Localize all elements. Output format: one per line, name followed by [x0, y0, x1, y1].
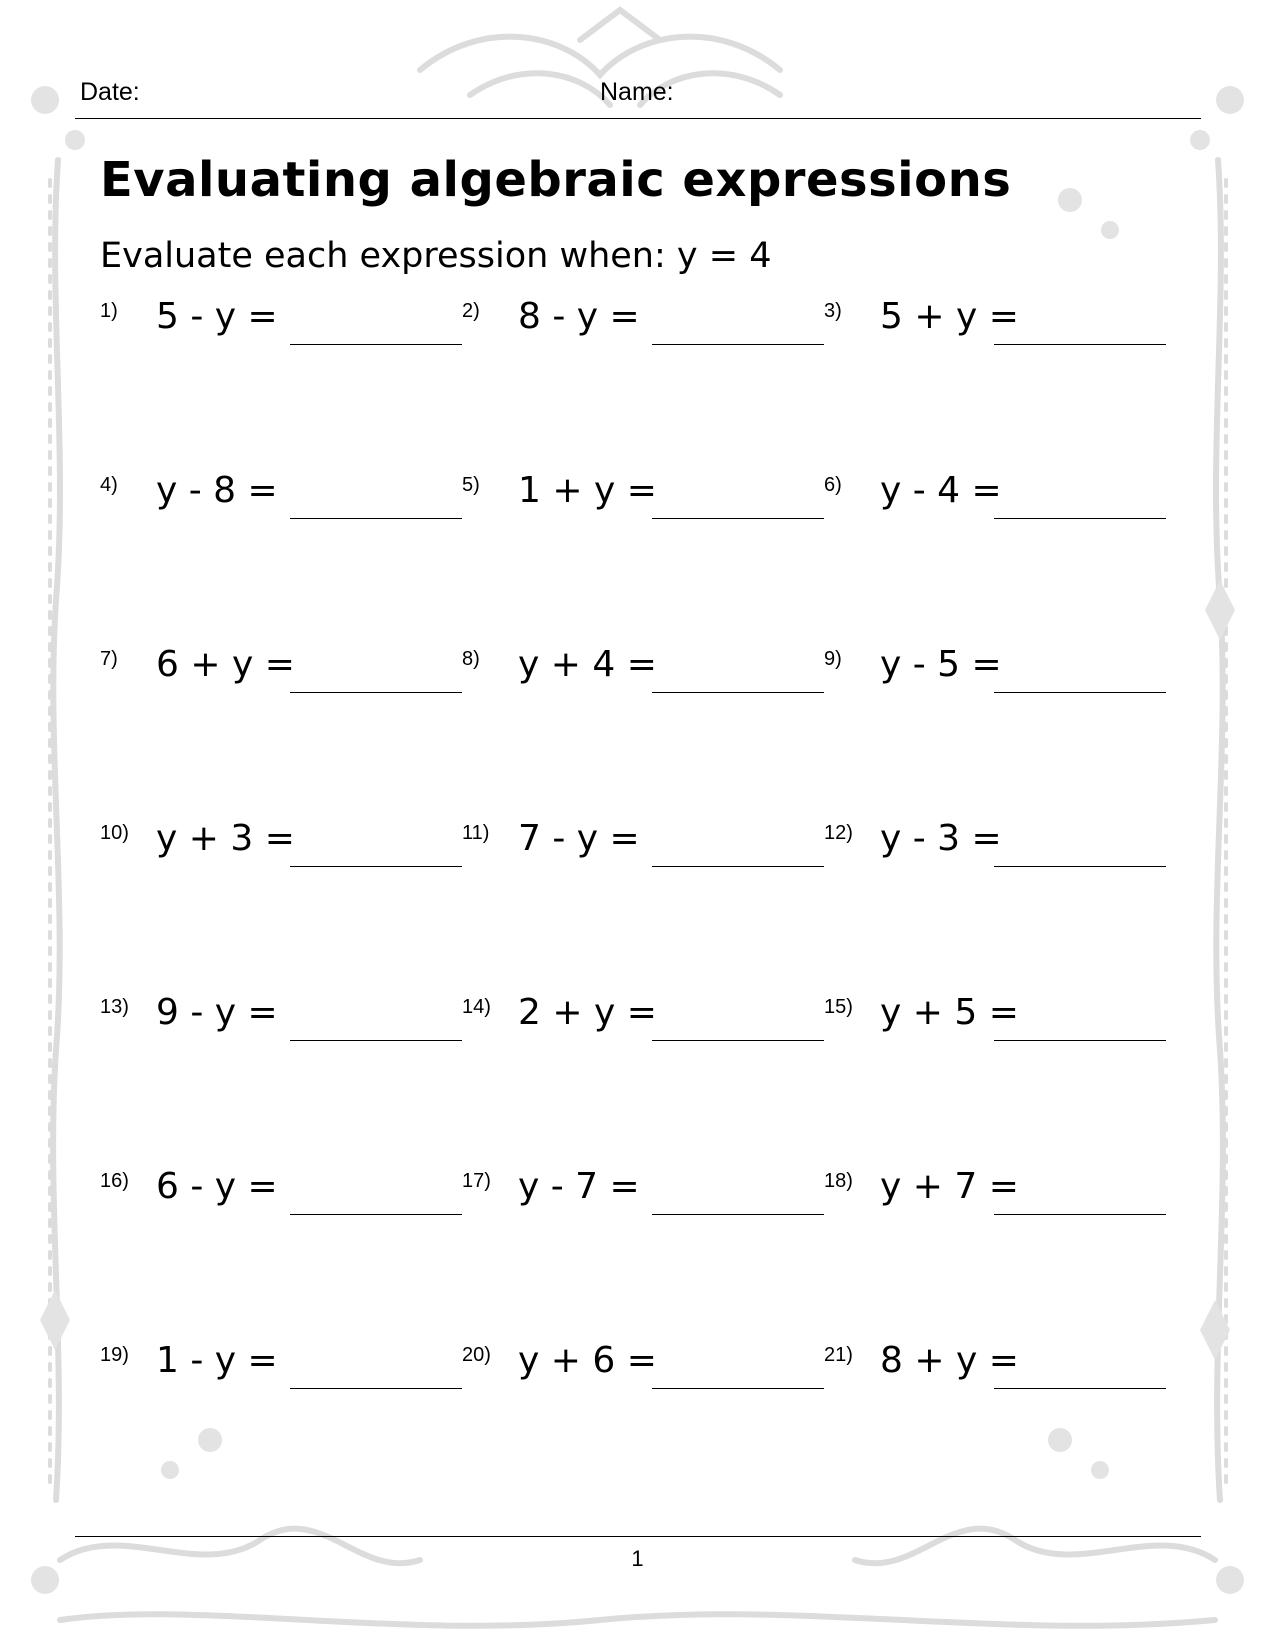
name-label: Name: [600, 78, 674, 106]
answer-blank[interactable] [994, 1388, 1166, 1389]
problem-number: 17) [462, 1170, 491, 1192]
problem-expression: 1 + y = [518, 470, 657, 511]
answer-blank[interactable] [290, 866, 462, 867]
problem-number: 16) [100, 1170, 129, 1192]
answer-blank[interactable] [290, 344, 462, 345]
problem-item [824, 296, 1166, 470]
answer-blank[interactable] [652, 1214, 824, 1215]
problem-item [100, 296, 462, 470]
problem-expression: 7 - y = [518, 818, 640, 859]
problem-number: 12) [824, 822, 853, 844]
problem-item [824, 644, 1166, 818]
answer-blank[interactable] [290, 1388, 462, 1389]
problem-expression: 2 + y = [518, 992, 657, 1033]
answer-blank[interactable] [652, 692, 824, 693]
problem-number: 11) [462, 822, 490, 844]
problem-expression: y + 5 = [880, 992, 1019, 1033]
problem-expression: 8 + y = [880, 1340, 1019, 1381]
problem-expression: 5 + y = [880, 296, 1019, 337]
problem-item [824, 1340, 1166, 1514]
answer-blank[interactable] [994, 866, 1166, 867]
problem-number: 18) [824, 1170, 853, 1192]
answer-blank[interactable] [994, 344, 1166, 345]
problem-number: 9) [824, 648, 842, 670]
problem-expression: y + 7 = [880, 1166, 1019, 1207]
problem-item [100, 1340, 462, 1514]
answer-blank[interactable] [994, 1214, 1166, 1215]
answer-blank[interactable] [290, 1040, 462, 1041]
answer-blank[interactable] [290, 1214, 462, 1215]
problem-expression: 9 - y = [156, 992, 278, 1033]
problem-item [462, 296, 824, 470]
problem-item [824, 992, 1166, 1166]
problem-number: 6) [824, 474, 842, 496]
problem-grid [100, 296, 1166, 1514]
problem-number: 10) [100, 822, 129, 844]
answer-blank[interactable] [652, 344, 824, 345]
problem-item [100, 992, 462, 1166]
problem-number: 4) [100, 474, 118, 496]
page-number: 1 [631, 1546, 644, 1571]
problem-item [100, 470, 462, 644]
problem-expression: y - 8 = [156, 470, 278, 511]
problem-item [462, 992, 824, 1166]
answer-blank[interactable] [652, 1040, 824, 1041]
problem-expression: y - 4 = [880, 470, 1002, 511]
problem-number: 7) [100, 648, 118, 670]
problem-number: 2) [462, 300, 480, 322]
problem-expression: y + 6 = [518, 1340, 657, 1381]
problem-number: 19) [100, 1344, 129, 1366]
answer-blank[interactable] [994, 518, 1166, 519]
date-label: Date: [80, 78, 140, 106]
problem-item [824, 1166, 1166, 1340]
problem-expression: y + 3 = [156, 818, 295, 859]
answer-blank[interactable] [652, 866, 824, 867]
problem-expression: y - 5 = [880, 644, 1002, 685]
answer-blank[interactable] [652, 518, 824, 519]
problem-item [100, 818, 462, 992]
problem-item [824, 818, 1166, 992]
answer-blank[interactable] [994, 1040, 1166, 1041]
problem-number: 1) [100, 300, 118, 322]
problem-expression: 8 - y = [518, 296, 640, 337]
header-rule [75, 118, 1201, 119]
answer-blank[interactable] [994, 692, 1166, 693]
problem-item [462, 644, 824, 818]
problem-number: 3) [824, 300, 842, 322]
problem-number: 15) [824, 996, 853, 1018]
problem-item [462, 1340, 824, 1514]
problem-expression: 6 - y = [156, 1166, 278, 1207]
answer-blank[interactable] [652, 1388, 824, 1389]
problem-expression: 5 - y = [156, 296, 278, 337]
problem-item [824, 470, 1166, 644]
answer-blank[interactable] [290, 518, 462, 519]
problem-expression: 6 + y = [156, 644, 295, 685]
problem-item [100, 644, 462, 818]
problem-expression: y - 7 = [518, 1166, 640, 1207]
problem-number: 14) [462, 996, 491, 1018]
footer-rule [75, 1536, 1201, 1537]
problem-expression: y - 3 = [880, 818, 1002, 859]
problem-number: 20) [462, 1344, 491, 1366]
problem-number: 8) [462, 648, 480, 670]
problem-item [100, 1166, 462, 1340]
problem-expression: 1 - y = [156, 1340, 278, 1381]
answer-blank[interactable] [290, 692, 462, 693]
problem-number: 21) [824, 1344, 853, 1366]
problem-item [462, 818, 824, 992]
worksheet-title: Evaluating algebraic expressions [100, 152, 1012, 208]
problem-item [462, 470, 824, 644]
problem-number: 5) [462, 474, 480, 496]
problem-number: 13) [100, 996, 129, 1018]
problem-expression: y + 4 = [518, 644, 657, 685]
problem-item [462, 1166, 824, 1340]
instruction-text: Evaluate each expression when: y = 4 [100, 236, 772, 276]
